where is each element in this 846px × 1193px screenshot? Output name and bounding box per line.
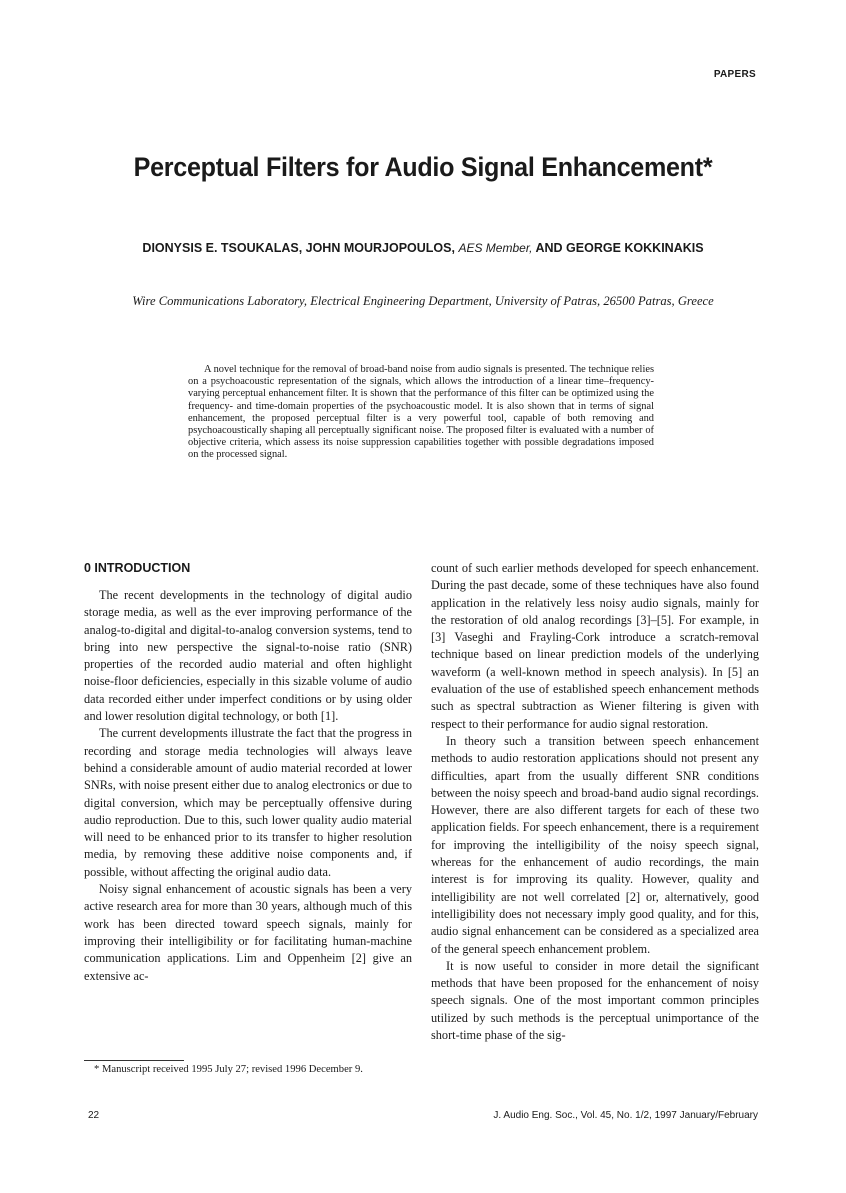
authors-primary: DIONYSIS E. TSOUKALAS, JOHN MOURJOPOULOS, bbox=[142, 241, 455, 255]
article-title: Perceptual Filters for Audio Signal Enhancement* bbox=[133, 152, 713, 182]
author-line bbox=[0, 241, 846, 255]
footnote: * Manuscript received 1995 July 27; revised 1996 December 9. bbox=[94, 1064, 363, 1075]
right-column bbox=[431, 560, 759, 1044]
left-column bbox=[84, 560, 412, 985]
body-paragraph: The current developments illustrate the fact that the progress in recording and storage media technologies will always leave behind a considerable amount of audio material recorded at lower SNRs, with noise present either due to analog electronics or due to digital conversion, which may be perceptually offensive during audio reproduction. Due to this, such lower quality audio material will need to be enhanced prior to its transfer to higher resolution media, by removing these additive noise components and, if possible, without affecting the original audio data. bbox=[84, 726, 412, 879]
section-label: PAPERS bbox=[713, 69, 756, 80]
journal-reference: J. Audio Eng. Soc., Vol. 45, No. 1/2, 1997 January/February bbox=[493, 1110, 758, 1121]
authors-secondary: AND GEORGE KOKKINAKIS bbox=[535, 241, 704, 255]
footnote-divider bbox=[84, 1060, 184, 1061]
body-paragraph: count of such earlier methods developed for speech enhancement. During the past decade, some of these techniques have also found application in the relatively less noisy audio signals, mainly for the restoration of old analog recordings [3]–[5]. For example, in [3] Vaseghi and Frayling-Cork introduce a scratch-removal technique based on linear prediction models of the underlying waveform (a well-known method in speech analysis). In [5] an evaluation of the use of established speech enhancement methods such as spectral subtraction as Wiener filtering is given with respect to their performance for audio signal restoration. bbox=[431, 561, 759, 731]
aes-member-note: AES Member, bbox=[458, 241, 533, 255]
body-paragraph: Noisy signal enhancement of acoustic signals has been a very active research area for more than 30 years, although much of this work has been directed toward speech signals, mainly for improving their intelligibility or for facilitating human-machine communication applications. Lim and Oppenheim [2] give an extensive ac- bbox=[84, 882, 412, 983]
page-number: 22 bbox=[88, 1110, 100, 1121]
body-paragraph: The recent developments in the technology of digital audio storage media, as well as the ever improving performance of the analog-to-digital and digital-to-analog conversion systems, tend to bring into new perspective the signal-to-noise ratio (SNR) properties of the recorded audio material and often highlight noise-floor deficiencies, especially in this sizable volume of audio data recorded either under imperfect conditions or by using older and lower resolution digital technology, or both [1]. bbox=[84, 588, 412, 724]
body-paragraph: In theory such a transition between speech enhancement methods to audio restoration applications should not present any difficulties, apart from the usually different SNR conditions between the noisy speech and broad-band audio signal recordings. However, there are also different targets for each of these two application fields. For speech enhancement, there is a requirement for improving the intelligibility of the noisy speech signal, whereas for the enhancement of audio recordings, the main interest is for improving its quality. However, quality and intelligibility are not well correlated [2] or, alternatively, good intelligibility does not necessary imply good quality, and for this, audio signal enhancement can be considered as a specialized area of the general speech enhancement problem. bbox=[431, 733, 759, 956]
abstract: A novel technique for the removal of broad-band noise from audio signals is presented. The technique relies on a psychoacoustic representation of the signals, which allows the introduction of a linear time–frequency-varying perceptual enhancement filter. It is shown that the performance of this filter can be optimized using the frequency- and time-domain properties of the psychoacoustic model. It is also shown that in terms of signal enhancement, the proposed perceptual filter is a very powerful tool, capable of both removing and psychoacoustically shaping all perceptually significant noise. The proposed filter is evaluated with a number of objective criteria, which assess its noise suppression capabilities together with possible degradations imposed on the processed signal. bbox=[188, 364, 654, 461]
body-paragraph: It is now useful to consider in more detail the significant methods that have been proposed for the enhancement of noisy speech signals. One of the most important common principles utilized by such methods is the perceptual unimportance of the short-time phase of the sig- bbox=[431, 958, 759, 1043]
section-heading: 0 INTRODUCTION bbox=[84, 561, 191, 575]
affiliation: Wire Communications Laboratory, Electrical Engineering Department, University of Patras, 26500 Patras, Greece bbox=[132, 294, 714, 308]
